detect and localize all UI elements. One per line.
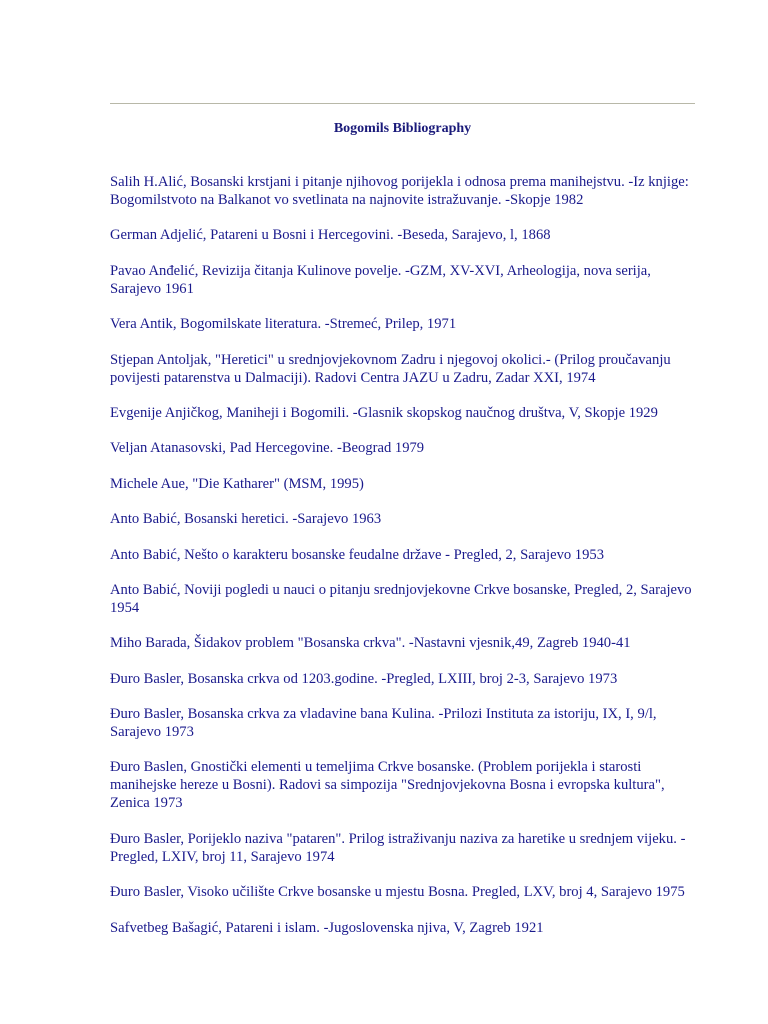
bibliography-entry: Đuro Basler, Bosanska crkva od 1203.godine. -Pregled, LXIII, broj 2-3, Sarajevo 1973 [110, 670, 618, 687]
bibliography-entry: Vera Antik, Bogomilskate literatura. -Stremeć, Prilep, 1971 [110, 316, 457, 333]
bibliography-entry: Stjepan Antoljak, "Heretici" u srednjovjekovnom Zadru i njegovoj okolici.- (Prilog proučavanju povijesti patarenstva u Dalmaciji). Radovi Centra JAZU u Zadru, Zadar XXI, 1974 [110, 351, 671, 386]
bibliography-entry: Anto Babić, Bosanski heretici. -Sarajevo 1963 [110, 511, 382, 528]
bibliography-entry: Safvetbeg Bašagić, Patareni i islam. -Jugoslovenska njiva, V, Zagreb 1921 [110, 919, 544, 936]
bibliography-entry: Veljan Atanasovski, Pad Hercegovine. -Beograd 1979 [110, 440, 425, 457]
bibliography-entry: Pavao Anđelić, Revizija čitanja Kulinove povelje. -GZM, XV-XVI, Arheologija, nova serija, Sarajevo 1961 [110, 262, 651, 297]
bibliography-entry: Đuro Baslen, Gnostički elementi u temeljima Crkve bosanske. (Problem porijekla i starosti manihejske hereze u Bosni). Radovi sa simpozija "Srednjovjekovna Bosna i evropska kultura", Zenica 1973 [110, 759, 665, 812]
bibliography-entry: Anto Babić, Nešto o karakteru bosanske feudalne države - Pregled, 2, Sarajevo 1953 [110, 546, 604, 563]
bibliography-entry: Anto Babić, Noviji pogledi u nauci o pitanju srednjovjekovne Crkve bosanske, Pregled, 2, Sarajevo 1954 [110, 581, 692, 616]
bibliography-entry: Michele Aue, "Die Katharer" (MSM, 1995) [110, 475, 364, 492]
bibliography-entry: Evgenije Anjičkog, Maniheji i Bogomili. -Glasnik skopskog naučnog društva, V, Skopje 1929 [110, 404, 658, 421]
bibliography-entry: Đuro Basler, Bosanska crkva za vladavine bana Kulina. -Prilozi Instituta za istoriju, IX, I, 9/l, Sarajevo 1973 [110, 706, 657, 741]
bibliography-entry: German Adjelić, Patareni u Bosni i Hercegovini. -Beseda, Sarajevo, l, 1868 [110, 227, 551, 244]
page-title: Bogomils Bibliography [333, 121, 472, 136]
bibliography-entry: Salih H.Alić, Bosanski krstjani i pitanje njihovog porijekla i odnosa prema manihejstvu. -Iz knjige: Bogomilstvoto na Balkanot vo svetlinata na najnovite istražuvanje. -Skopje 1982 [110, 174, 689, 208]
bibliography-list [110, 173, 700, 954]
horizontal-rule [110, 103, 695, 104]
bibliography-entry: Miho Barada, Šidakov problem "Bosanska crkva". -Nastavni vjesnik,49, Zagreb 1940-41 [110, 635, 631, 652]
bibliography-entry: Đuro Basler, Visoko učilište Crkve bosanske u mjestu Bosna. Pregled, LXV, broj 4, Sarajevo 1975 [110, 884, 685, 901]
bibliography-entry: Đuro Basler, Porijeklo naziva "pataren". Prilog istraživanju naziva za haretike u srednjem vijeku. -Pregled, LXIV, broj 11, Sarajevo 1974 [110, 830, 686, 865]
